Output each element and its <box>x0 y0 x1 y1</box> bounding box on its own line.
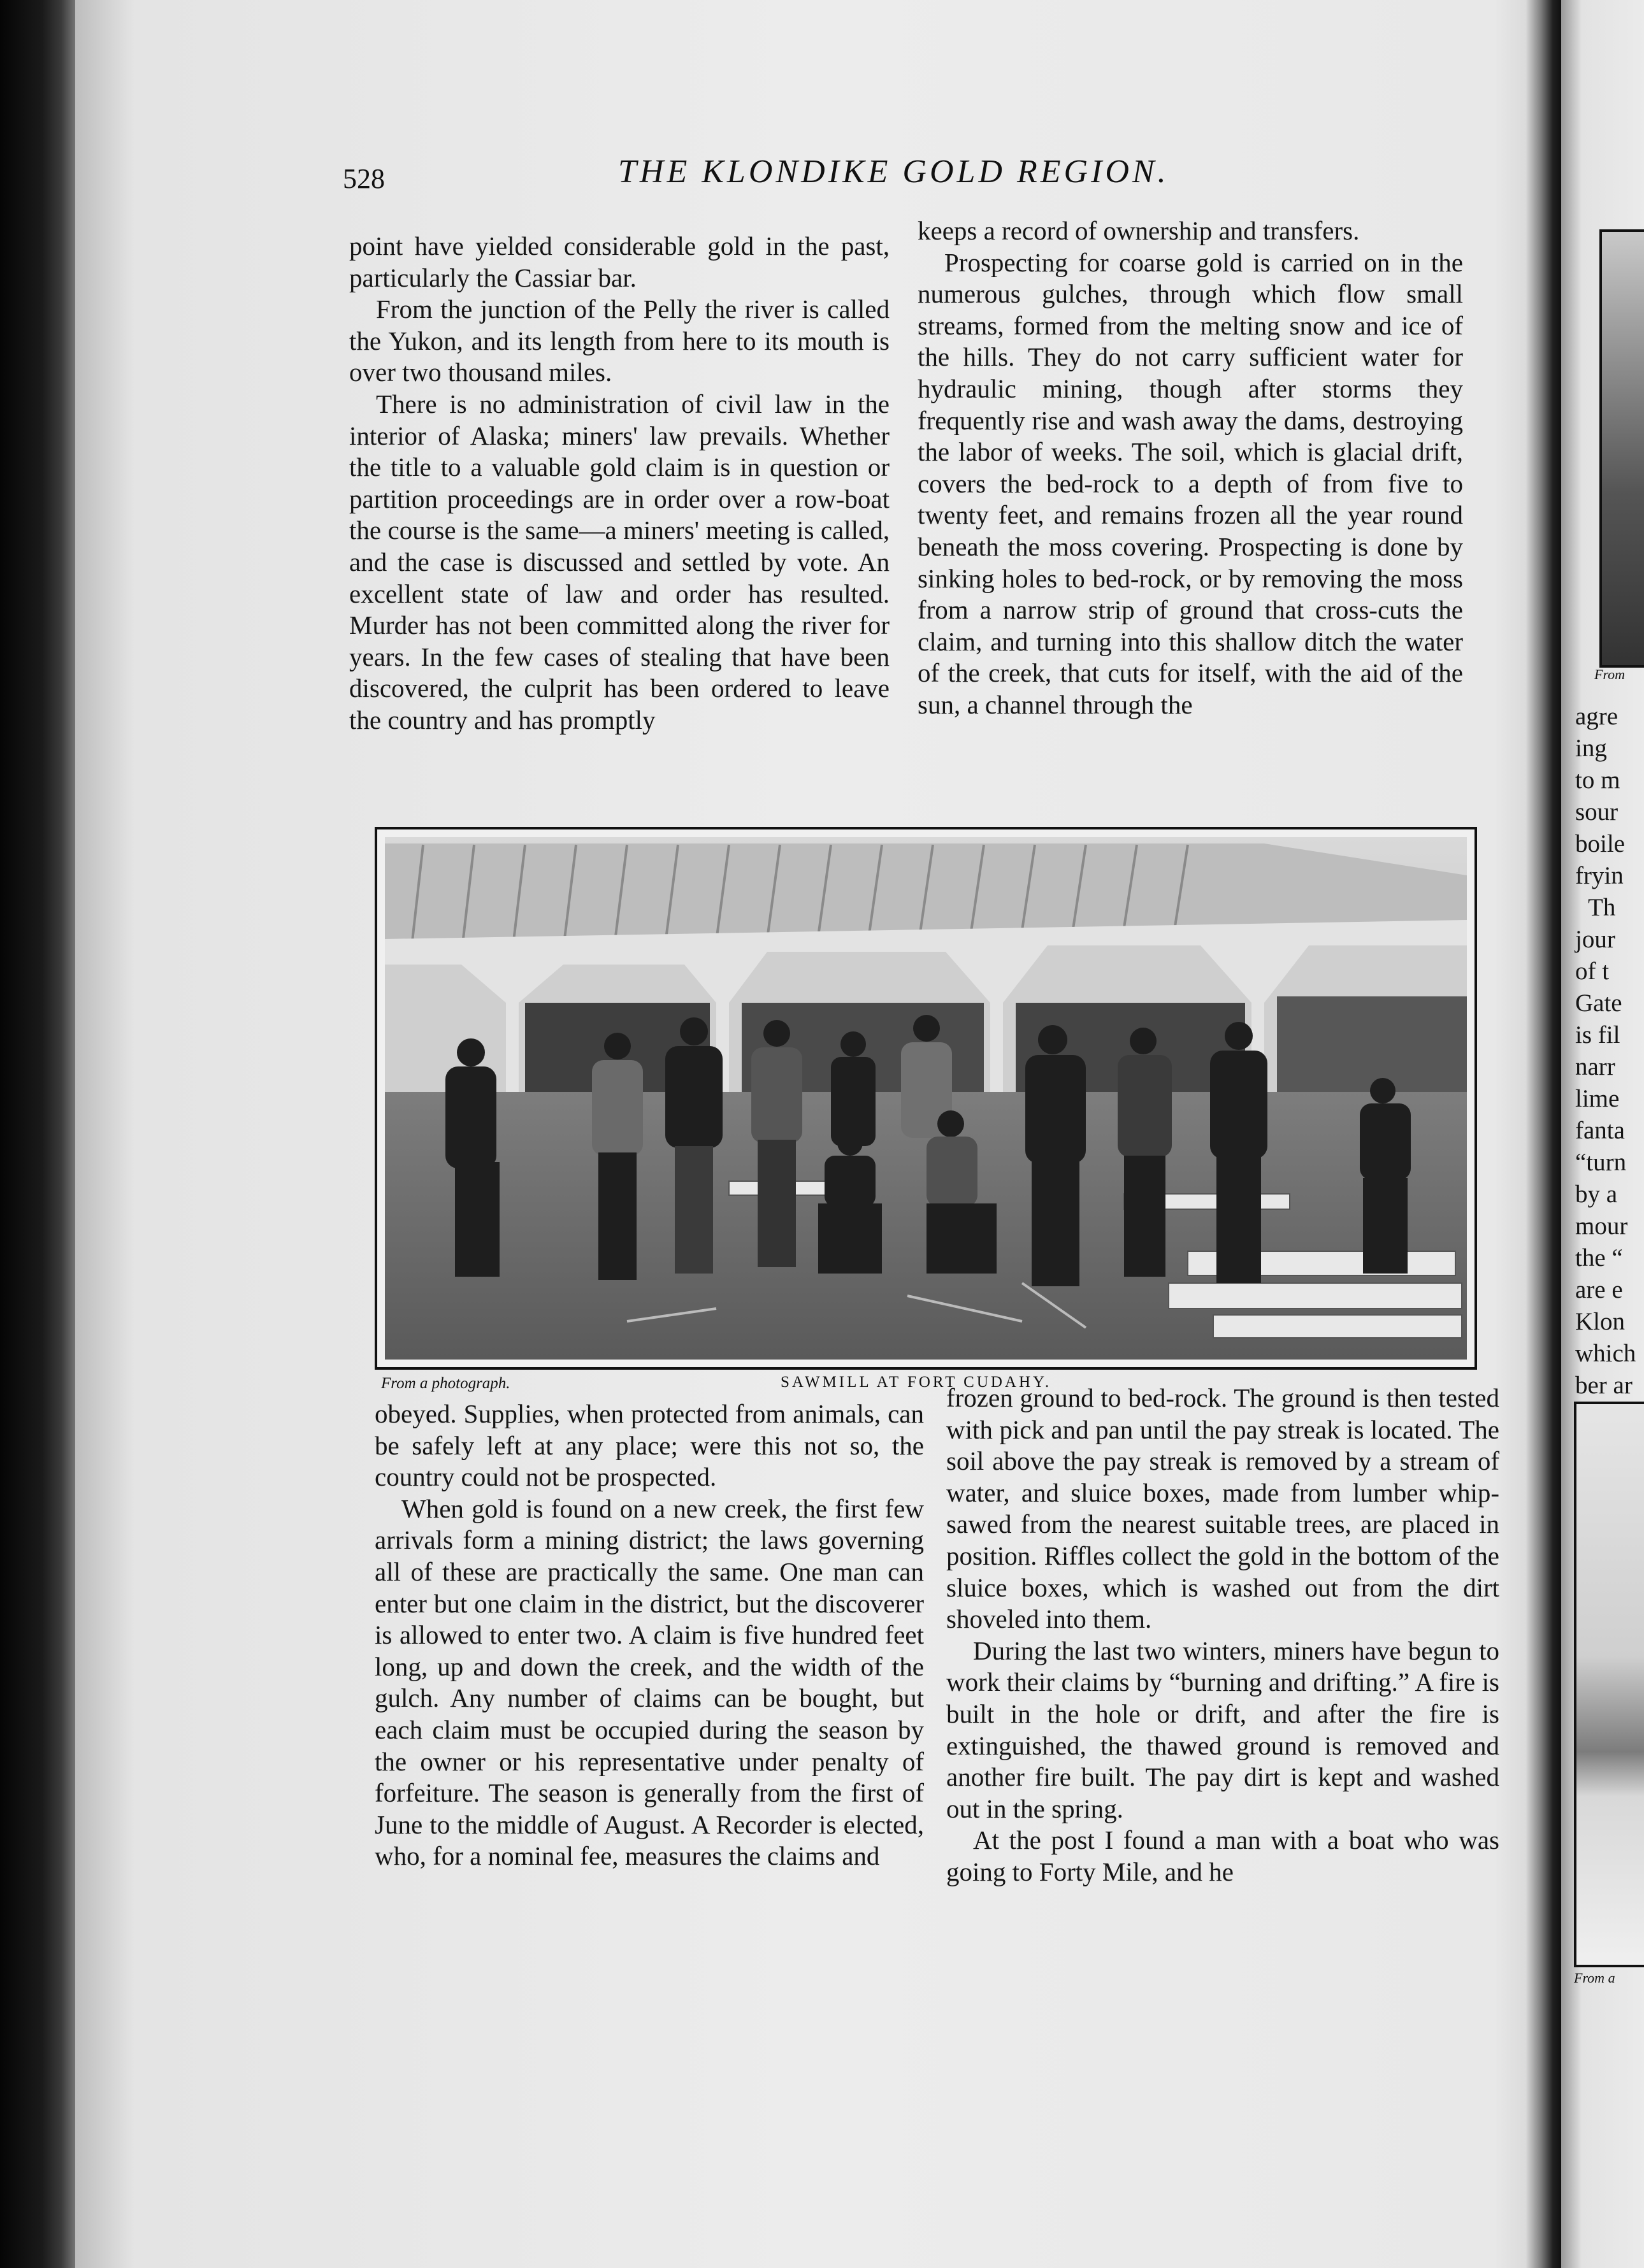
next-page-line: by a <box>1575 1181 1618 1208</box>
paragraph: When gold is found on a new creek, the first few arrivals form a mining district; the laws governing all of these are practically the same. One man can enter but one claim in the district, but the discoverer is allowed to enter two. A claim is five hundred feet long, up and down the creek, and the width of the gulch. Any number of claims can be bought, but each claim must be occupied during the season by the owner or his representative under penalty of forfeiture. The season is generally from the first of June to the middle of August. A Recorder is elected, who, for a nominal fee, measures the claims and <box>375 1493 924 1871</box>
text-column-lower-right <box>946 1382 1499 1888</box>
sawmill-photo-illustration <box>385 837 1467 1360</box>
paragraph: There is no administration of civil law in the interior of Alaska; miners' law prevails. Whether the title to a valuable gold claim is in question or partition proceedings are in order over a row-boat the course is the same—a miners' meeting is called, and the case is discussed and settled by vote. An excellent state of law and order has resulted. Murder has not been committed along the river for years. In the few cases of stealing that have been discovered, the culprit has been ordered to leave the country and has promptly <box>349 389 890 735</box>
next-page-photo-top <box>1599 229 1644 668</box>
next-page-line: mour <box>1575 1212 1628 1240</box>
running-title: THE KLONDIKE GOLD REGION. <box>618 154 1169 190</box>
page-number: 528 <box>343 163 385 194</box>
text-column-upper-right <box>918 215 1463 721</box>
book-gutter <box>1526 0 1564 2268</box>
next-page-line: which <box>1575 1340 1636 1367</box>
book-spine-left <box>0 0 76 2268</box>
photo-credit: From a photograph. <box>381 1375 510 1392</box>
next-page-line: “turn <box>1575 1149 1627 1176</box>
next-page-line: the “ <box>1575 1244 1623 1272</box>
paragraph: From the junction of the Pelly the river is called the Yukon, and its length from here to its mouth is over two thousand miles. <box>349 294 890 387</box>
next-page-line: Klon <box>1575 1308 1625 1335</box>
next-page-line: jour <box>1575 926 1615 953</box>
next-page-line: of t <box>1575 958 1610 985</box>
sawmill-photograph <box>375 827 1477 1370</box>
next-page-line: Th <box>1588 894 1616 921</box>
next-page-line: lime <box>1575 1085 1620 1112</box>
next-page-line: are e <box>1575 1276 1623 1303</box>
next-page-bottom-caption: From a <box>1574 1970 1615 1986</box>
paragraph: During the last two winters, miners have begun to work their claims by “burning and drifting.” A fire is built in the hole or drift, and after the fire is extinguished, the thawed ground is removed and another fire built. The pay dirt is kept and washed out in the spring. <box>946 1635 1499 1823</box>
next-page-line: ing <box>1575 735 1607 762</box>
next-page-line: to m <box>1575 766 1620 794</box>
paragraph: point have yielded considerable gold in the past, particularly the Cassiar bar. <box>349 231 890 292</box>
paragraph: obeyed. Supplies, when protected from animals, can be safely left at any place; were this not so, the country could not be prospected. <box>375 1399 924 1492</box>
paragraph: At the post I found a man with a boat who was going to Forty Mile, and he <box>946 1825 1499 1886</box>
text-column-lower-left <box>375 1398 924 1872</box>
next-page-line: boile <box>1575 830 1625 858</box>
next-page-line: fanta <box>1575 1117 1625 1144</box>
text-column-upper-left <box>349 231 890 736</box>
paragraph: frozen ground to bed-rock. The ground is then tested with pick and pan until the pay streak is located. The soil above the pay streak is removed by a stream of water, and sluice boxes, made from lumber whip-sawed from the nearest suitable trees, are placed in position. Riffles collect the gold in the bottom of the sluice boxes, which is washed out from the dirt shoveled into them. <box>946 1383 1499 1634</box>
photo-caption: SAWMILL AT FORT CUDAHY. <box>781 1374 1052 1391</box>
next-page-photo-bottom <box>1574 1402 1644 1967</box>
next-page-line: narr <box>1575 1053 1615 1080</box>
paragraph: keeps a record of ownership and transfers. <box>918 216 1360 245</box>
paragraph: Prospecting for coarse gold is carried on in the numerous gulches, through which flow small streams, formed from the melting snow and ice of the hills. They do not carry sufficient water for hydraulic mining, though after storms they frequently rise and wash away the dams, destroying the labor of weeks. The soil, which is glacial drift, covers the bed-rock to a depth of from five to twenty feet, and remains frozen all the year round beneath the moss covering. Prospecting is done by sinking holes to bed-rock, or by removing the moss from a narrow strip of ground that cross-cuts the claim, and turning into this shallow ditch the water of the creek, that cuts for itself, with the aid of the sun, a channel through the <box>918 247 1463 719</box>
next-page-line: fryin <box>1575 862 1624 889</box>
next-page-top-caption: From <box>1594 666 1626 682</box>
next-page-line: is fil <box>1575 1021 1620 1049</box>
next-page-line: sour <box>1575 798 1619 826</box>
next-page-line: ber ar <box>1575 1372 1633 1399</box>
next-page-line: Gate <box>1575 989 1622 1017</box>
next-page-line: agre <box>1575 703 1619 730</box>
next-page-edge <box>1561 0 1644 2268</box>
